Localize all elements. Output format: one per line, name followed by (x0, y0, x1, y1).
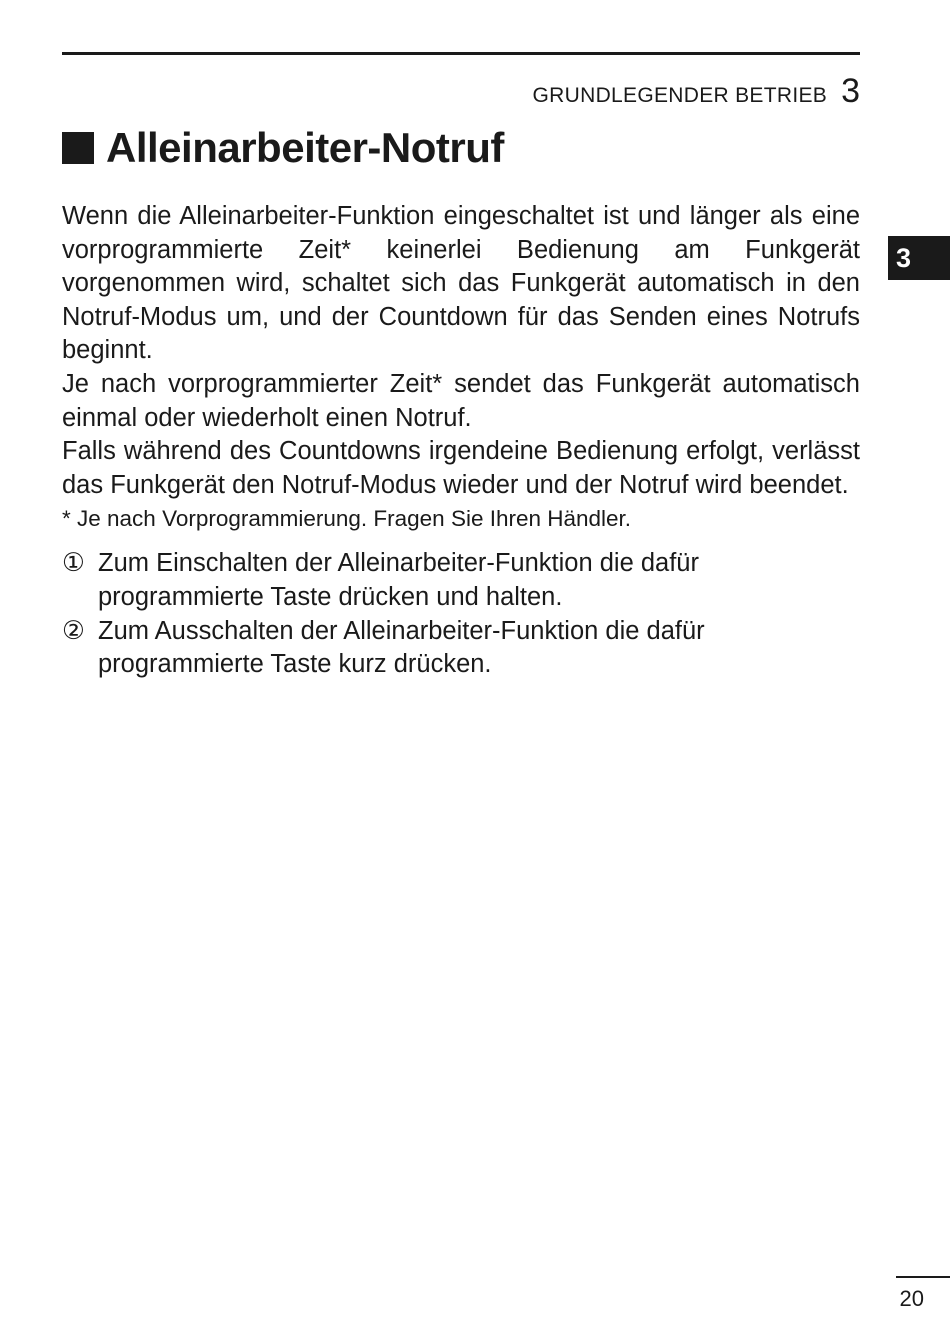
page-number: 20 (899, 1286, 924, 1311)
step-marker: ① (62, 549, 85, 578)
paragraph: Wenn die Alleinarbeiter-Funktion eingeschaltet ist und länger als eine vorprogrammierte Zeit* keinerlei Bedienung am Funkgerät vorgenommen wird, schaltet sich das Funkgerät automatisch in den Notruf-Modus um, und der Countdown für das Senden eines Notrufs beginnt. (62, 202, 860, 365)
top-rule (62, 52, 860, 55)
step-text: Zum Einschalten der Alleinarbeiter-Funktion die dafür programmierte Taste drücken und halten. (98, 549, 699, 611)
section-heading (62, 124, 504, 172)
paragraph: Falls während des Countdowns irgendeine Bedienung erfolgt, verlässt das Funkgerät den Notruf-Modus wieder und der Notruf wird beendet. (62, 437, 860, 499)
list-item (62, 615, 860, 682)
square-bullet-icon (62, 132, 94, 164)
bottom-rule (896, 1276, 950, 1278)
running-header (533, 72, 860, 111)
footnote: * Je nach Vorprogrammierung. Fragen Sie Ihren Händler. (62, 506, 632, 532)
step-text: Zum Ausschalten der Alleinarbeiter-Funktion die dafür programmierte Taste kurz drücken. (98, 616, 705, 679)
page-title: Alleinarbeiter-Notruf (106, 124, 504, 171)
section-number: 3 (841, 72, 860, 110)
paragraph: Je nach vorprogrammierter Zeit* sendet das Funkgerät automatisch einmal oder wiederholt einen Notruf. (62, 369, 860, 432)
step-list (62, 547, 860, 681)
body-text (62, 200, 860, 682)
step-marker: ② (62, 616, 85, 645)
list-item (62, 547, 860, 614)
section-title: GRUNDLEGENDER BETRIEB (532, 84, 828, 107)
chapter-tab: 3 (888, 236, 950, 280)
